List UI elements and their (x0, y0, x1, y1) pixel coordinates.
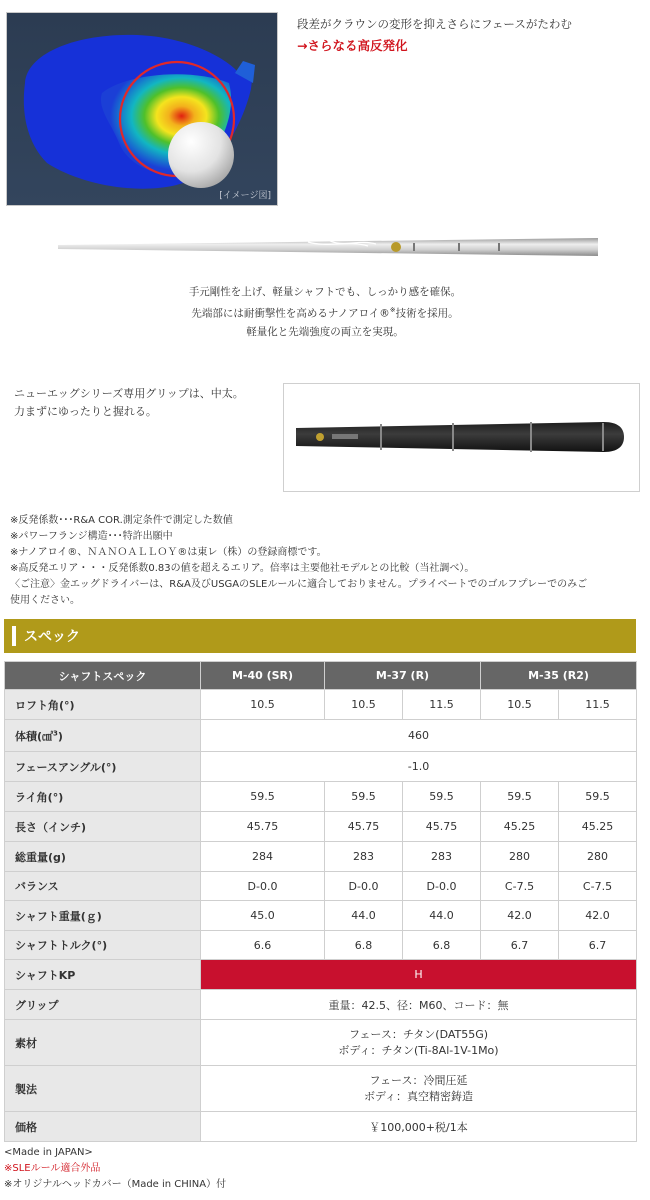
cell: 280 (559, 842, 637, 872)
row-label: 製法 (5, 1066, 201, 1112)
cell: 45.25 (481, 812, 559, 842)
footer-notes (4, 1145, 226, 1193)
header-m40: M-40 (SR) (201, 662, 325, 690)
cell: 44.0 (403, 901, 481, 931)
grip-image (283, 383, 640, 492)
row-label: フェースアングル(°) (5, 752, 201, 782)
image-caption: [イメージ図] (219, 191, 271, 201)
shaft-illustration (58, 234, 598, 260)
table-row (5, 812, 637, 842)
headcover-note: ※オリジナルヘッドカバー（Made in CHINA）付 (4, 1179, 227, 1190)
table-header-row (5, 662, 637, 690)
header-m35: M-35 (R2) (481, 662, 637, 690)
row-label: バランス (5, 872, 201, 901)
cell: 6.6 (201, 931, 325, 960)
cell: 6.7 (559, 931, 637, 960)
table-row (5, 1112, 637, 1142)
note-line: ※反発係数･･･R&A COR.測定条件で測定した数値 (10, 515, 233, 526)
note-line: 使用ください。 (10, 595, 80, 606)
cell: C-7.5 (559, 872, 637, 901)
cell: ￥100,000+税/1本 (201, 1112, 637, 1142)
shaft-text-line2: 先端部には耐衝撃性を高めるナノアロイ®※技術を採用。 (191, 306, 459, 320)
row-label: シャフト重量(ｇ) (5, 901, 201, 931)
table-row (5, 720, 637, 752)
table-row (5, 1066, 637, 1112)
cell: フェース：チタン(DAT55G) ボディ：チタン(Ti-8Al-1V-1Mo) (201, 1020, 637, 1066)
note-line: ※高反発エリア・・・反発係数0.83の値を超えるエリア。倍率は主要他社モデルとの比較（当社調べ）。 (10, 563, 475, 574)
cell: 10.5 (325, 690, 403, 720)
table-row (5, 872, 637, 901)
cell: 59.5 (481, 782, 559, 812)
row-label: 総重量(g) (5, 842, 201, 872)
row-label: 長さ（インチ) (5, 812, 201, 842)
row-label: ライ角(°) (5, 782, 201, 812)
row-label: シャフトトルク(°) (5, 931, 201, 960)
driver-head-image (6, 12, 278, 206)
table-row (5, 960, 637, 990)
spec-table (4, 661, 637, 1142)
row-label: 体積(㎤$^3$) (5, 720, 201, 752)
cell: 59.5 (559, 782, 637, 812)
table-row (5, 782, 637, 812)
made-in-label: <Made in JAPAN> (4, 1147, 93, 1158)
kp-cell: H (201, 960, 637, 990)
cell: 10.5 (201, 690, 325, 720)
intro-text: 段差がクラウンの変形を抑えさらにフェースがたわむ (297, 17, 572, 31)
cell: 283 (325, 842, 403, 872)
table-row (5, 931, 637, 960)
cell: 6.7 (481, 931, 559, 960)
cell: 11.5 (559, 690, 637, 720)
cell: 59.5 (325, 782, 403, 812)
shaft-text-line1: 手元剛性を上げ、軽量シャフトでも、しっかり感を確保。 (188, 286, 462, 298)
cell: -1.0 (201, 752, 637, 782)
grip-illustration (284, 384, 641, 493)
row-label: 価格 (5, 1112, 201, 1142)
intro-highlight: →さらなる高反発化 (297, 38, 408, 53)
table-row (5, 901, 637, 931)
note-line: ※パワーフランジ構造･･･特許出願中 (10, 531, 173, 542)
cell: D-0.0 (201, 872, 325, 901)
cell: 460 (201, 720, 637, 752)
cell: 45.25 (559, 812, 637, 842)
table-row (5, 842, 637, 872)
cell: D-0.0 (325, 872, 403, 901)
cell: 6.8 (325, 931, 403, 960)
cell: 280 (481, 842, 559, 872)
cell: 59.5 (201, 782, 325, 812)
cell: C-7.5 (481, 872, 559, 901)
header-shaft-spec: シャフトスペック (5, 662, 201, 690)
row-label: グリップ (5, 990, 201, 1020)
header-m37: M-37 (R) (325, 662, 481, 690)
cell: 283 (403, 842, 481, 872)
spec-title: スペック (24, 629, 80, 645)
cell: 45.75 (201, 812, 325, 842)
table-row (5, 990, 637, 1020)
cell: 6.8 (403, 931, 481, 960)
grip-description: ニューエッグシリーズ専用グリップは、中太。 力まずにゆったりと握れる。 (14, 387, 244, 418)
cell: 59.5 (403, 782, 481, 812)
shaft-text-line3: 軽量化と先端強度の両立を実現。 (246, 325, 404, 338)
cell: 10.5 (481, 690, 559, 720)
cell: 11.5 (403, 690, 481, 720)
table-row (5, 690, 637, 720)
cell: 42.0 (559, 901, 637, 931)
row-label: 素材 (5, 1020, 201, 1066)
table-row (5, 1020, 637, 1066)
note-line: ※ナノアロイ®、ＮＡＮＯＡＬＬＯＹ®は東レ（株）の登録商標です。 (10, 547, 327, 558)
cell: 45.75 (403, 812, 481, 842)
shaft-image (58, 234, 598, 260)
row-label: シャフトKP (5, 960, 201, 990)
cell: フェース：冷間圧延 ボディ：真空精密鋳造 (201, 1066, 637, 1112)
note-line: 〈ご注意〉金エッグドライバーは、R&A及びUSGAのSLEルールに適合しておりません。プライベートでのゴルフプレーでのみご (10, 579, 588, 590)
table-row (5, 752, 637, 782)
cell: 45.0 (201, 901, 325, 931)
cell: 重量：42.5、径：M60、コード：無 (201, 990, 637, 1020)
cell: 42.0 (481, 901, 559, 931)
heading-accent (12, 626, 16, 646)
shaft-description (0, 283, 650, 341)
cell: 284 (201, 842, 325, 872)
cell: 44.0 (325, 901, 403, 931)
spec-heading (4, 619, 636, 653)
sle-warning: ※SLEルール適合外品 (4, 1163, 101, 1174)
cell: D-0.0 (403, 872, 481, 901)
head-heatmap-illustration (7, 13, 278, 206)
cell: 45.75 (325, 812, 403, 842)
row-label: ロフト角(°) (5, 690, 201, 720)
notes (10, 513, 640, 609)
